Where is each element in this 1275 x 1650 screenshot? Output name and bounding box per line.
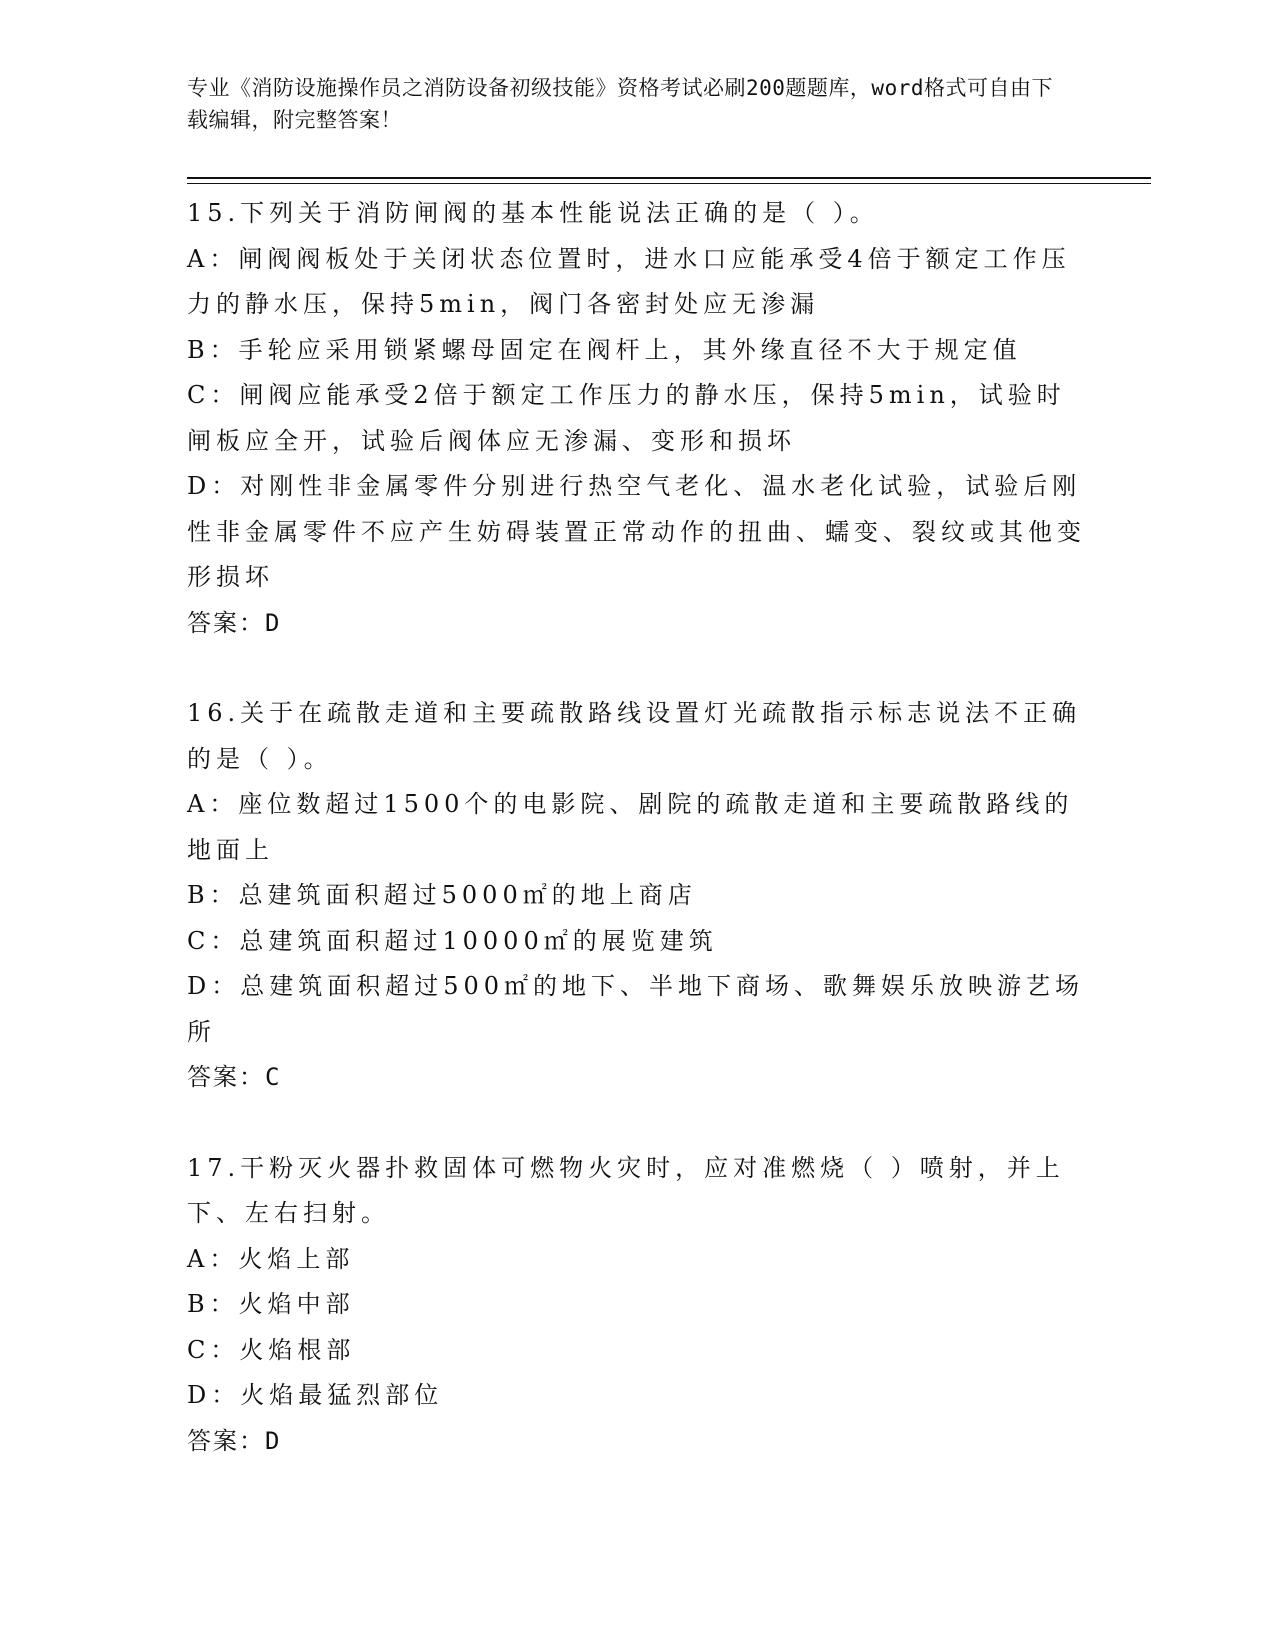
question-stem: 16.关于在疏散走道和主要疏散路线设置灯光疏散指示标志说法不正确的是（ ）。 (187, 699, 1082, 773)
option-c: C：火焰根部 (187, 1335, 356, 1364)
question-16 (187, 691, 1087, 1101)
question-stem: 15.下列关于消防闸阀的基本性能说法正确的是（ ）。 (187, 199, 879, 227)
option-b: B：火焰中部 (187, 1290, 355, 1318)
option-b: B：手轮应采用锁紧螺母固定在阀杆上，其外缘直径不大于规定值 (187, 335, 1022, 364)
header-divider-thin (187, 183, 1151, 184)
question-stem: 17.干粉灭火器扑救固体可燃物火灾时，应对准燃烧（ ）喷射，并上下、左右扫射。 (187, 1153, 1065, 1227)
answer: 答案：D (187, 608, 282, 637)
option-d: D：对刚性非金属零件分别进行热空气老化、温水老化试验，试验后刚性非金属零件不应产生妨碍装置正常动作的扭曲、蠕变、裂纹或其他变形损坏 (187, 472, 1086, 591)
document-header: 专业《消防设施操作员之消防设备初级技能》资格考试必刷200题题库，word格式可自由下载编辑，附完整答案！ (187, 76, 1053, 132)
question-17 (187, 1146, 1087, 1465)
option-a: A：火焰上部 (187, 1244, 355, 1273)
question-list (187, 191, 1087, 1464)
option-a: A：闸阀阀板处于关闭状态位置时，进水口应能承受4倍于额定工作压力的静水压，保持5min，阀门各密封处应无渗漏 (187, 244, 1071, 318)
option-d: D：总建筑面积超过500㎡的地下、半地下商场、歌舞娱乐放映游艺场所 (187, 972, 1085, 1046)
option-d: D：火焰最猛烈部位 (187, 1381, 444, 1409)
answer: 答案：C (187, 1063, 282, 1091)
answer: 答案：D (187, 1426, 282, 1455)
question-15 (187, 191, 1087, 646)
option-b: B：总建筑面积超过5000㎡的地上商店 (187, 881, 697, 909)
header-divider-thick (187, 177, 1151, 179)
option-c: C：闸阀应能承受2倍于额定工作压力的静水压，保持5min，试验时闸板应全开，试验后阀体应无渗漏、变形和损坏 (187, 381, 1066, 455)
option-c: C：总建筑面积超过10000㎡的展览建筑 (187, 926, 718, 955)
option-a: A：座位数超过1500个的电影院、剧院的疏散走道和主要疏散路线的地面上 (187, 790, 1074, 864)
